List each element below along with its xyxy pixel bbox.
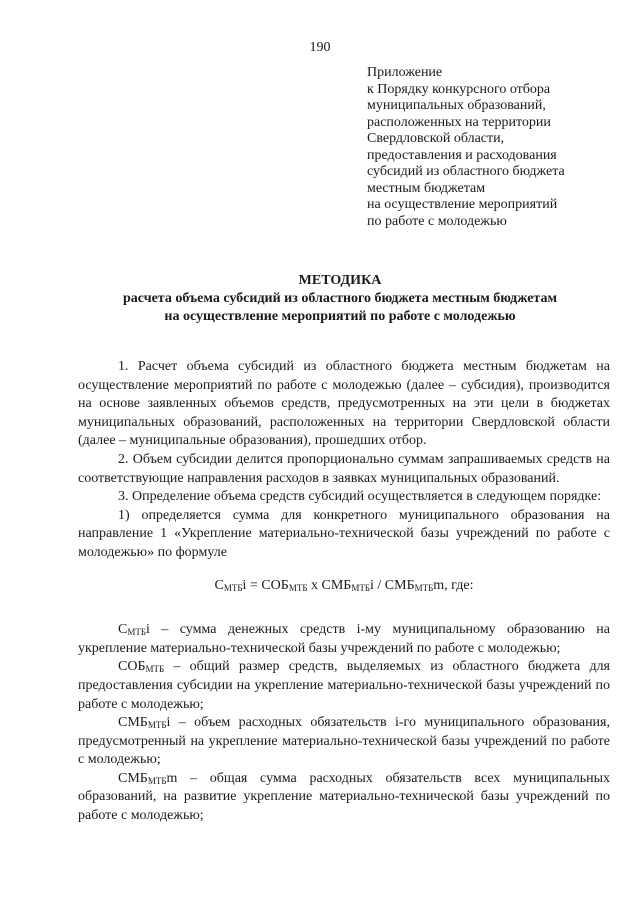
title-line-2: на осуществление мероприятий по работе с молодежью bbox=[164, 309, 516, 324]
appendix-line: Приложение bbox=[367, 65, 443, 80]
appendix-line: на осуществление мероприятий bbox=[367, 197, 558, 212]
appendix-line: муниципальных образований, bbox=[367, 98, 546, 113]
paragraph-3: 3. Определение объема средств субсидий осуществляется в следующем порядке: bbox=[118, 489, 602, 505]
appendix-line: субсидий из областного бюджета bbox=[367, 164, 565, 179]
definition-smb-mtb-i: $СМБ_{МТБ}i$ – объем расходных обязательств i-го муниципального образования, предусмотренный на укрепление материально-технической базы учреждений по работе с молодежью; bbox=[78, 715, 610, 768]
appendix-line: Свердловской области, bbox=[367, 131, 505, 146]
title-line-1: расчета объема субсидий из областного бюджета местным бюджетам bbox=[122, 291, 558, 306]
paragraph-4: 1) определяется сумма для конкретного муниципального образования на направление 1 «Укрепление материально-технической базы учреждений по работе с молодежью» по формуле bbox=[78, 507, 610, 560]
title-heading: МЕТОДИКА bbox=[298, 273, 382, 288]
appendix-line: расположенных на территории bbox=[367, 114, 551, 130]
page-number: 190 bbox=[309, 40, 331, 55]
document-title bbox=[60, 272, 620, 326]
definition-sob-mtb: $СОБ_{МТБ}$ – общий размер средств, выделяемых из областного бюджета для предоставления субсидии на укрепление материально-технической базы учреждений по работе с молодежью; bbox=[78, 659, 610, 712]
paragraph-1: 1. Расчет объема субсидий из областного бюджета местным бюджетам на осуществление мероприятий по работе с молодежью (далее – субсидия), производится на основе заявленных объемов средств, предусмотренных на эти цели в бюджетах муниципальных образований, расположенных на территории Свердловской области (далее – муниципальные образования), прошедших отбор. bbox=[78, 359, 610, 449]
appendix-line: к Порядку конкурсного отбора bbox=[367, 81, 551, 97]
appendix-line: местным бюджетам bbox=[367, 180, 486, 196]
definition-c-mtb-i: $С_{МТБ}i$ – сумма денежных средств i-му муниципальному образованию на укрепление материально-технической базы учреждений по работе с молодежью; bbox=[78, 622, 610, 656]
document-body bbox=[78, 358, 610, 826]
appendix-note bbox=[367, 65, 617, 230]
definition-smb-mtb-m: $СМБ_{МТБ}m$ – общая сумма расходных обязательств всех муниципальных образований, на развитие укрепление материально-технической базы учреждений по работе с молодежью; bbox=[78, 770, 610, 824]
appendix-line: предоставления и расходования bbox=[367, 147, 557, 163]
formula: $С_{МТБ}i = СОБ_{МТБ}$ х $СМБ_{МТБ}i / СМБ_{МТБ}m$, где: bbox=[214, 577, 474, 593]
appendix-line: по работе с молодежью bbox=[367, 213, 507, 229]
paragraph-2: 2. Объем субсидии делится пропорционально суммам запрашиваемых средств на соответствующие направления расходов в заявках муниципальных образований. bbox=[78, 451, 610, 486]
